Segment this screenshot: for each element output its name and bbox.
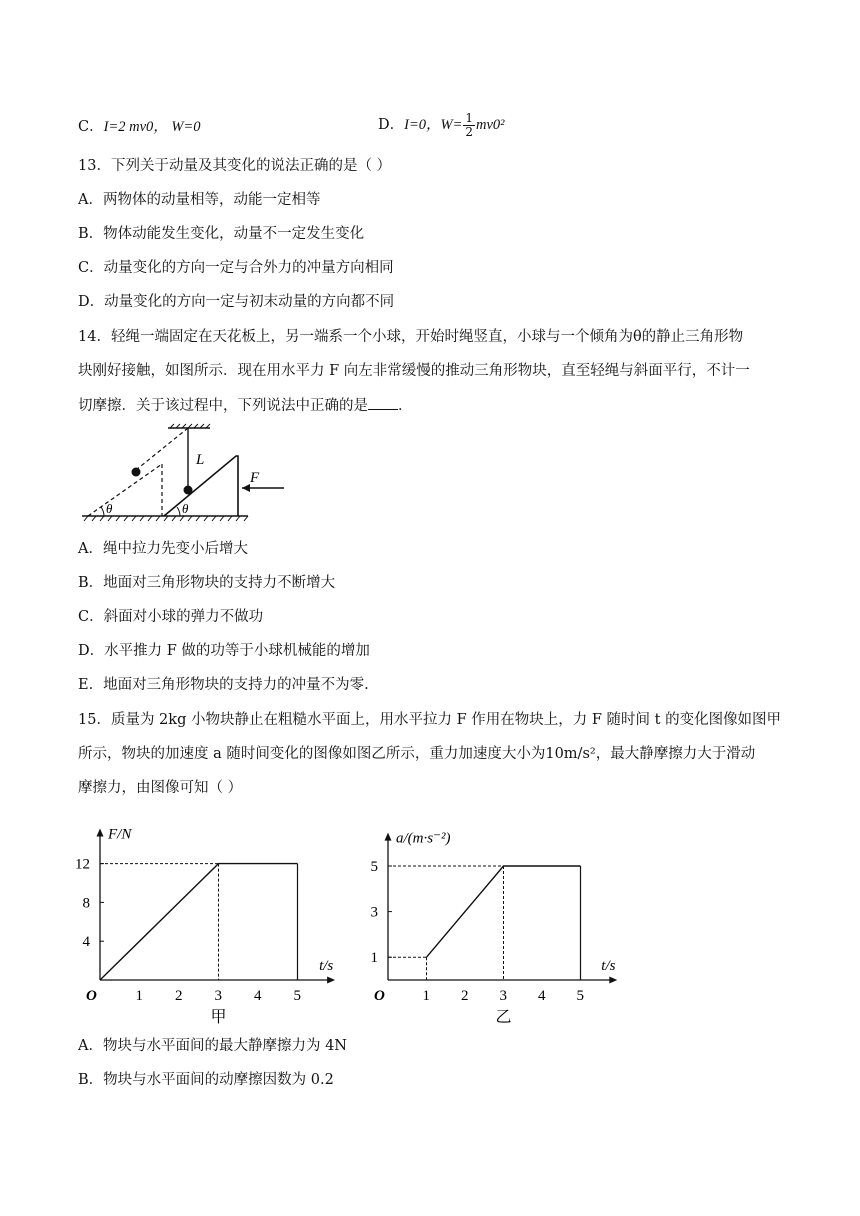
y-tick-label: 4 (82, 934, 90, 951)
fraction-denominator: 2 (465, 124, 474, 139)
option-d-prefix: I=0，W= (404, 117, 463, 133)
y-tick-label: 12 (75, 856, 90, 873)
y-tick-label: 8 (82, 895, 90, 912)
q14-stem-end: ． (398, 398, 413, 414)
q14-option-a: A．绳中拉力先变小后增大 (78, 541, 248, 557)
y-tick-label: 5 (370, 859, 378, 875)
answer-blank (368, 395, 398, 410)
x-tick-label: 2 (461, 988, 469, 1004)
chart-yi (360, 808, 660, 1026)
q13-stem: 13．下列关于动量及其变化的说法正确的是（ ） (78, 158, 392, 174)
q14-stem-line1: 14．轻绳一端固定在天花板上，另一端系一个小球，开始时绳竖直，小球与一个倾角为θ的静止三角形物 (78, 329, 744, 345)
q15-option-a: A．物块与水平面间的最大静摩擦力为 4N (78, 1038, 347, 1054)
q15-stem-line3: 摩擦力，由图像可知（ ） (78, 780, 243, 796)
q14-figure (80, 424, 290, 528)
x-tick-label: 5 (576, 988, 584, 1004)
q14-stem-text: 切摩擦．关于该过程中，下列说法中正确的是 (78, 398, 368, 414)
q13-option-c: C．动量变化的方向一定与合外力的冲量方向相同 (78, 260, 394, 276)
q14-option-c: C．斜面对小球的弹力不做功 (78, 609, 264, 625)
y-tick-label: 3 (370, 904, 378, 921)
x-axis-arrow (609, 977, 617, 984)
chart-title: 乙 (495, 1009, 512, 1026)
x-tick-label: 5 (293, 988, 301, 1004)
chart-jia (70, 808, 360, 1026)
q14-stem-line2: 块刚好接触，如图所示．现在用水平力 F 向左非常缓慢的推动三角形物块，直至轻绳与斜面平行，不计一 (78, 363, 750, 379)
y-axis-arrow (97, 829, 104, 837)
q14-option-b: B．地面对三角形物块的支持力不断增大 (78, 575, 336, 591)
y-axis-label: F/N (108, 826, 132, 843)
fraction-numerator: 1 (465, 110, 474, 125)
option-label: C． (78, 119, 104, 135)
x-tick-label: 3 (214, 988, 222, 1004)
x-axis-label: t/s (601, 958, 616, 974)
q15-stem-line2: 所示，物块的加速度 a 随时间变化的图像如图乙所示，重力加速度大小为10m/s²，最大静摩擦力大于滑动 (78, 746, 756, 762)
fraction (463, 112, 475, 139)
ball-final (132, 468, 141, 477)
origin-label: O (86, 988, 97, 1004)
x-axis-arrow (327, 977, 335, 984)
q12-option-d (378, 110, 505, 140)
x-tick-label: 2 (175, 988, 183, 1004)
q13-option-d: D．动量变化的方向一定与初末动量的方向都不同 (78, 294, 395, 310)
q15-stem-line1: 15．质量为 2kg 小物块静止在粗糙水平面上，用水平拉力 F 作用在物块上，力 F 随时间 t 的变化图像如图甲 (78, 712, 782, 728)
q14-option-e: E．地面对三角形物块的支持力的冲量不为零. (78, 677, 369, 693)
x-axis-label: t/s (319, 958, 334, 974)
q13-option-b: B．物体动能发生变化，动量不一定发生变化 (78, 226, 365, 242)
q13-option-a: A．两物体的动量相等，动能一定相等 (78, 192, 321, 208)
q12-option-c (78, 117, 201, 137)
chart-title: 甲 (210, 1009, 227, 1026)
y-tick-label: 1 (370, 950, 378, 967)
option-label: D． (378, 117, 405, 133)
option-d-suffix: mv0² (476, 117, 505, 133)
option-c-text: I=2 mv0， W=0 (103, 119, 201, 135)
series-line (100, 864, 298, 980)
rope-final-dashed (136, 428, 188, 470)
x-tick-label: 4 (254, 988, 262, 1004)
force-label: F (250, 470, 260, 486)
y-axis-arrow (385, 833, 392, 841)
origin-label: O (374, 988, 385, 1004)
x-tick-label: 4 (538, 988, 546, 1004)
q14-stem-line3 (78, 395, 413, 416)
rope-length-label: L (196, 452, 205, 468)
x-tick-label: 1 (135, 988, 143, 1004)
q14-option-d: D．水平推力 F 做的功等于小球机械能的增加 (78, 643, 370, 659)
theta-label-1: θ (106, 501, 113, 516)
x-tick-label: 1 (422, 988, 430, 1004)
theta-label-2: θ (182, 501, 189, 516)
y-axis-label: a/(m·s⁻²) (396, 830, 451, 847)
x-tick-label: 3 (499, 988, 507, 1004)
q15-option-b: B．物块与水平面间的动摩擦因数为 0.2 (78, 1072, 334, 1088)
